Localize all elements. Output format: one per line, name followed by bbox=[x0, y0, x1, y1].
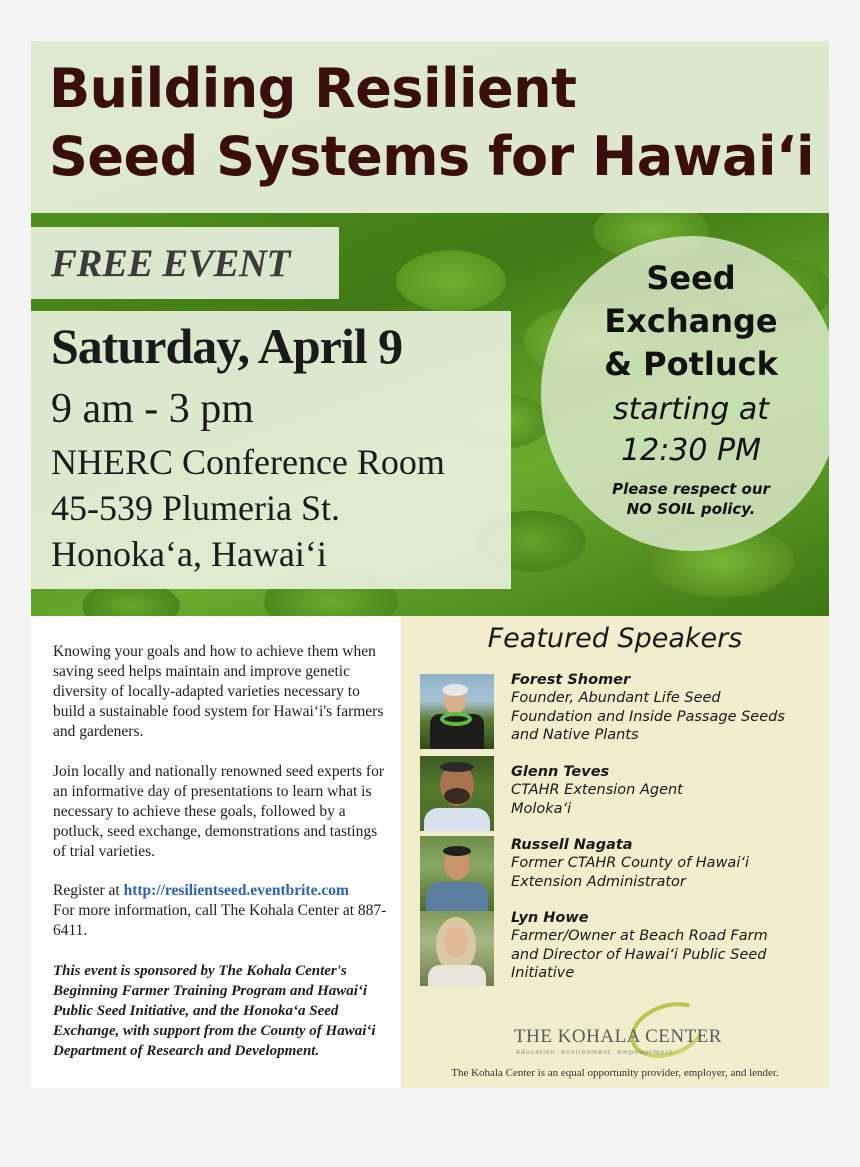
register-prefix: Register at bbox=[53, 882, 124, 899]
speaker-name: Lyn Howe bbox=[511, 910, 589, 926]
no-soil-note bbox=[541, 479, 829, 519]
speaker-name: Forest Shomer bbox=[511, 672, 631, 688]
event-venue: NHERC Conference Room bbox=[51, 442, 445, 482]
speaker-desc-line: and Director of Hawai‘i Public Seed bbox=[511, 946, 767, 963]
seed-exchange-time bbox=[541, 389, 829, 471]
kohala-logo-name: THE KOHALA CENTER bbox=[514, 1026, 722, 1047]
speaker-name: Glenn Teves bbox=[511, 764, 610, 780]
speaker-forest-shomer bbox=[511, 671, 821, 745]
speaker-photo-glenn-teves bbox=[420, 756, 494, 831]
event-date: Saturday, April 9 bbox=[51, 318, 403, 374]
speaker-name: Russell Nagata bbox=[511, 837, 633, 853]
register-link[interactable]: http://resilientseed.eventbrite.com bbox=[123, 882, 349, 899]
intro-paragraph: Knowing your goals and how to achieve them when saving seed helps maintain and improve genetic diversity of locally-adapted varieties necessary to build a sustainable food system for Hawai‘i's farmers and gardeners. bbox=[53, 643, 384, 740]
flyer-body bbox=[31, 41, 829, 1088]
note-line-1: Please respect our bbox=[612, 480, 770, 498]
join-paragraph: Join locally and nationally renowned seed experts for an informative day of presentations to learn what is necessary to achieve these goals, followed by a potluck, seed exchange, demonstrations and tastings of trial varieties. bbox=[53, 763, 384, 860]
kohala-logo-tagline: education. environment. empowerment. bbox=[516, 1048, 677, 1056]
speaker-desc-line: Initiative bbox=[511, 965, 575, 981]
speaker-desc-line: Farmer/Owner at Beach Road Farm bbox=[511, 928, 768, 944]
speaker-desc-line: and Native Plants bbox=[511, 727, 639, 743]
speaker-photo-lyn-howe bbox=[420, 911, 494, 986]
speaker-desc-line: Foundation and Inside Passage Seeds bbox=[511, 708, 785, 725]
speaker-desc-line: Moloka‘i bbox=[511, 800, 572, 817]
speaker-lyn-howe bbox=[511, 909, 821, 983]
sponsor-paragraph: This event is sponsored by The Kohala Center's Beginning Farmer Training Program and Hawai‘i Public Seed Initiative, and the Honoka‘a Seed Exchange, with support from the County of Hawai‘i Department of Research and Development. bbox=[53, 963, 376, 1059]
speaker-glenn-teves bbox=[511, 763, 821, 818]
speaker-desc-line: Extension Administrator bbox=[511, 873, 686, 890]
speaker-photo-russell-nagata bbox=[420, 836, 494, 911]
note-line-2: NO SOIL policy. bbox=[626, 500, 756, 518]
circle-line-4: starting at bbox=[613, 392, 769, 427]
event-address: 45-539 Plumeria St. bbox=[51, 488, 340, 528]
event-city: Honoka‘a, Hawai‘i bbox=[51, 534, 327, 574]
event-time: 9 am - 3 pm bbox=[51, 386, 254, 432]
page-title bbox=[49, 55, 814, 191]
circle-line-2: Exchange bbox=[604, 302, 778, 340]
more-info-text: For more information, call The Kohala Center at 887-6411. bbox=[53, 902, 387, 939]
speaker-photo-forest-shomer bbox=[420, 674, 494, 749]
circle-line-5: 12:30 PM bbox=[621, 433, 761, 468]
seed-exchange-heading bbox=[541, 257, 829, 386]
leaf-hero-background bbox=[31, 41, 829, 616]
speaker-desc-line: Founder, Abundant Life Seed bbox=[511, 690, 721, 706]
title-line-1: Building Resilient bbox=[49, 57, 577, 120]
speaker-desc-line: CTAHR Extension Agent bbox=[511, 782, 683, 798]
speaker-desc-line: Former CTAHR County of Hawai‘i bbox=[511, 855, 749, 871]
speakers-heading: Featured Speakers bbox=[487, 623, 743, 654]
register-paragraph bbox=[53, 881, 393, 941]
circle-line-3: & Potluck bbox=[604, 345, 778, 383]
circle-line-1: Seed bbox=[646, 259, 736, 297]
title-line-2: Seed Systems for Hawai‘i bbox=[49, 125, 814, 188]
equal-opportunity-statement: The Kohala Center is an equal opportunity provider, employer, and lender. bbox=[451, 1067, 779, 1079]
speaker-russell-nagata bbox=[511, 836, 821, 891]
free-event-label: FREE EVENT bbox=[51, 242, 290, 285]
